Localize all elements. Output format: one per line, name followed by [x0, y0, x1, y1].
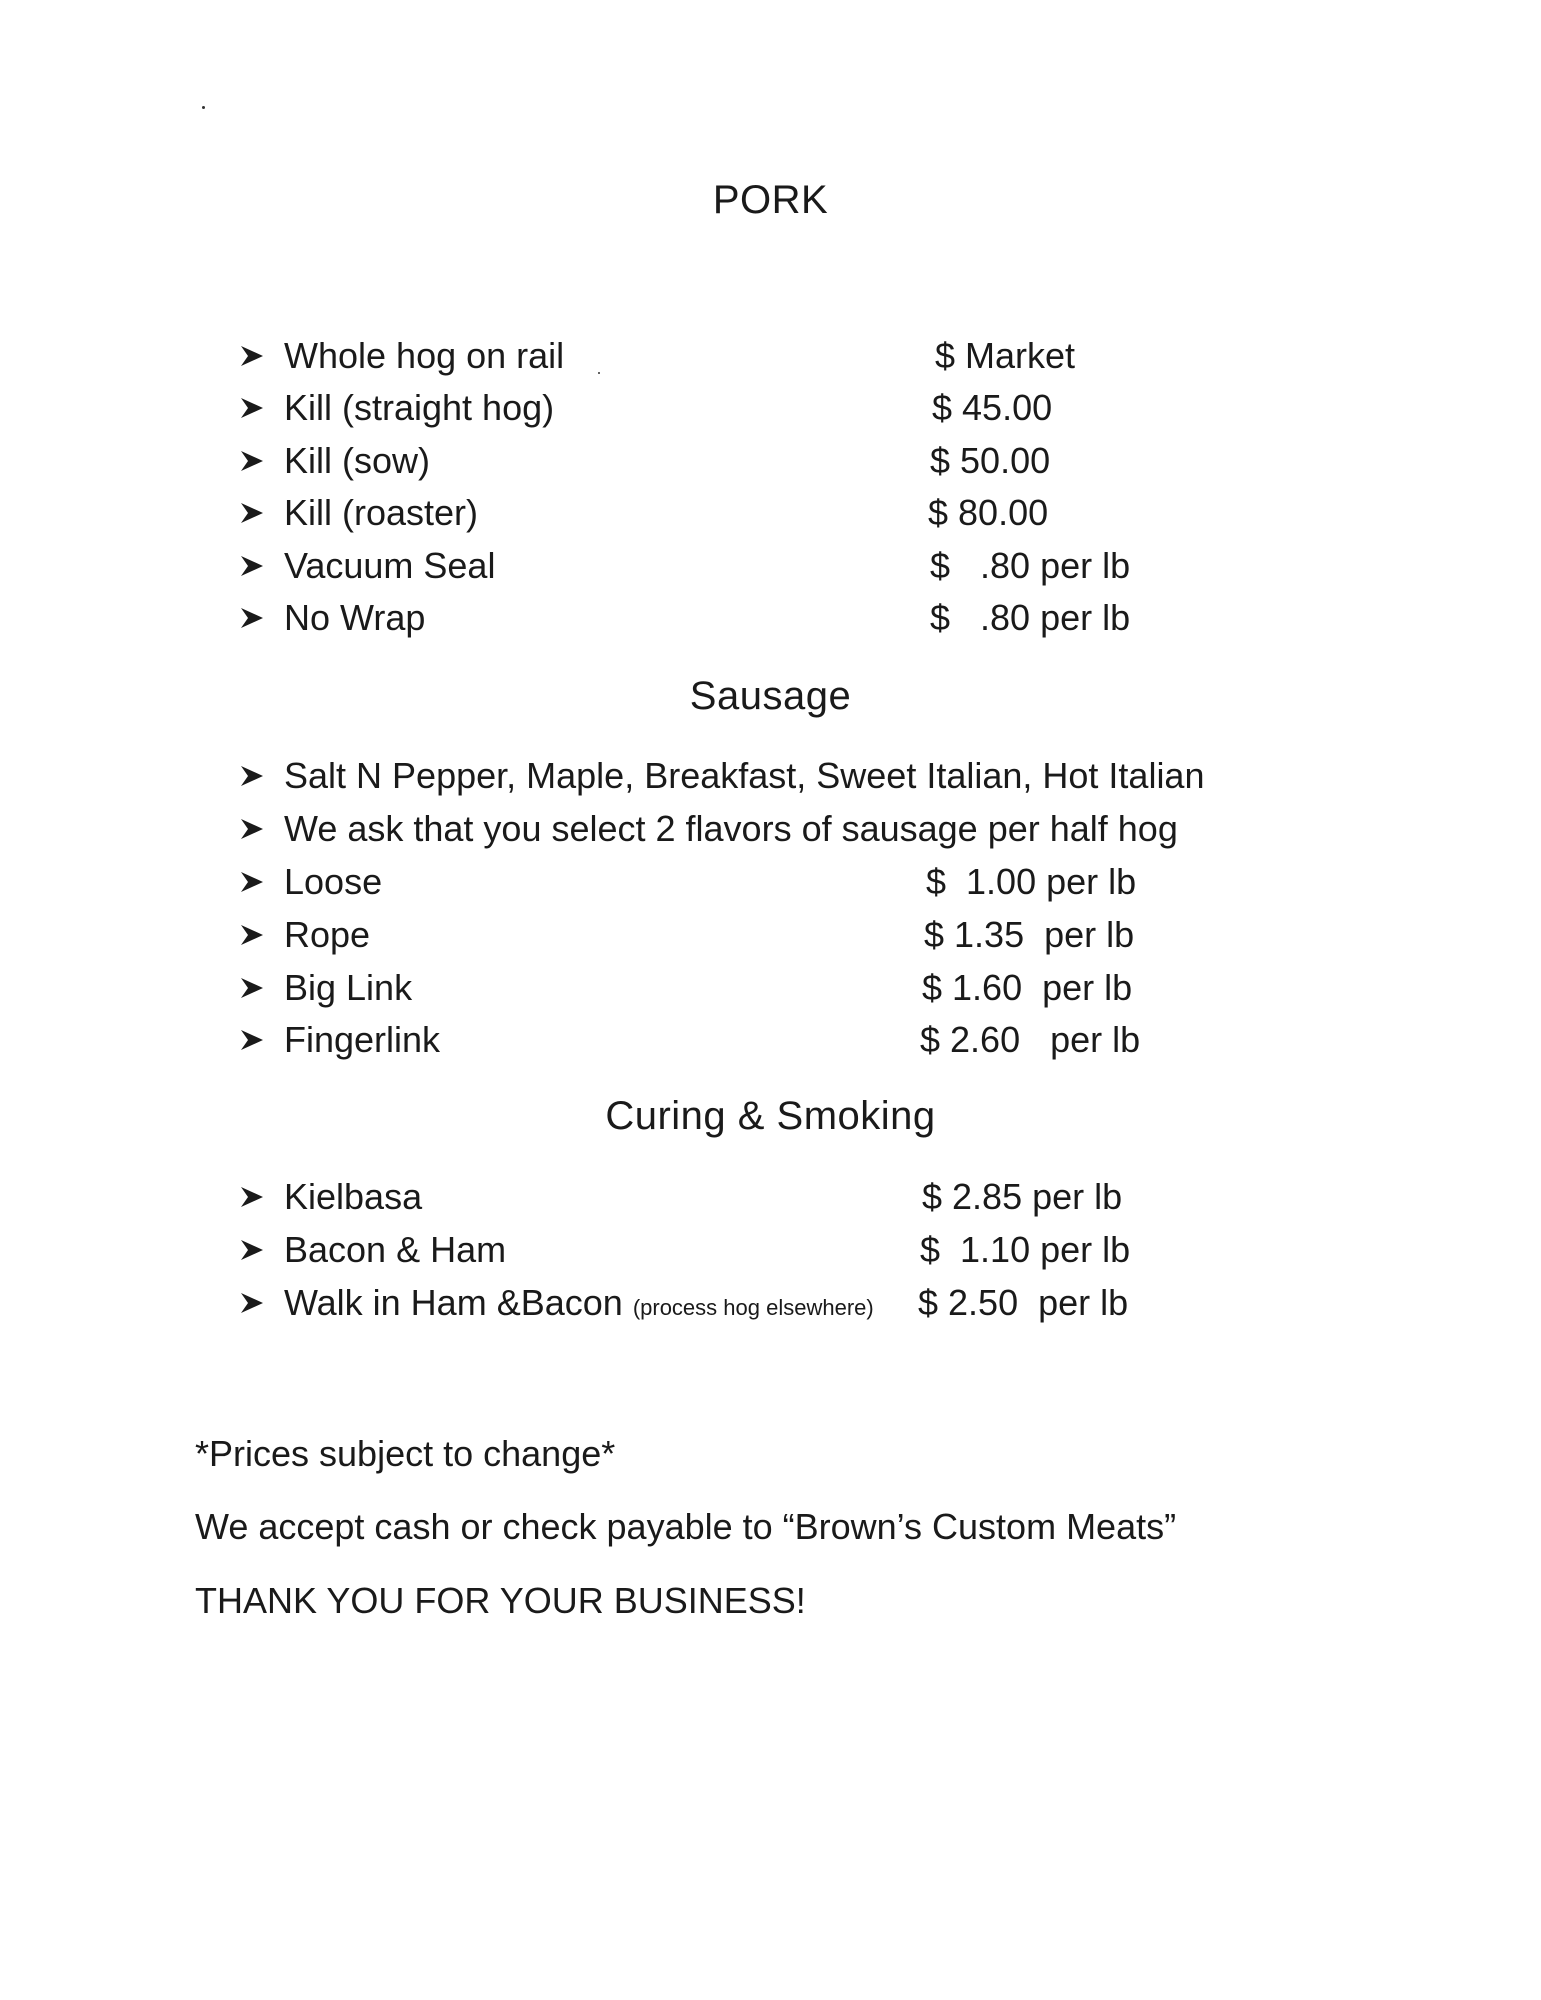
item-label: Fingerlink [284, 1019, 441, 1060]
item-label: No Wrap [284, 597, 426, 638]
item-price: $ 80.00 [928, 492, 1049, 533]
list-item [240, 436, 1300, 486]
arrowhead-bullet-icon [240, 606, 264, 630]
payment-info: We accept cash or check payable to “Brown’s Custom Meats” [195, 1506, 1177, 1547]
arrowhead-bullet-icon [240, 501, 264, 525]
item-price: $ 45.00 [932, 387, 1053, 428]
item-price: $ .80 per lb [930, 597, 1131, 638]
arrowhead-bullet-icon [240, 396, 264, 420]
item-price: $ 2.85 per lb [922, 1176, 1123, 1217]
list-item [240, 1278, 1300, 1328]
arrowhead-bullet-icon [240, 449, 264, 473]
sausage-flavors: Salt N Pepper, Maple, Breakfast, Sweet Italian, Hot Italian [284, 755, 1205, 796]
item-price: $ Market [935, 335, 1076, 376]
list-item [240, 1172, 1300, 1222]
list-item [240, 804, 1300, 854]
item-label: Kill (roaster) [284, 492, 479, 533]
scan-speck [202, 106, 205, 109]
list-item [240, 910, 1300, 960]
list-item [240, 963, 1300, 1013]
list-item [240, 331, 1300, 381]
item-label: Rope [284, 914, 371, 955]
arrowhead-bullet-icon [240, 1028, 264, 1052]
price-disclaimer: *Prices subject to change* [195, 1433, 616, 1474]
arrowhead-bullet-icon [240, 1238, 264, 1262]
list-item [240, 1015, 1300, 1065]
arrowhead-bullet-icon [240, 923, 264, 947]
item-label: Kill (sow) [284, 440, 431, 481]
thank-you-note: THANK YOU FOR YOUR BUSINESS! [195, 1580, 806, 1621]
item-price: $ 2.60 per lb [920, 1019, 1141, 1060]
item-label: Loose [284, 861, 383, 902]
item-label: Whole hog on rail [284, 335, 565, 376]
arrowhead-bullet-icon [240, 817, 264, 841]
arrowhead-bullet-icon [240, 764, 264, 788]
list-item [240, 541, 1300, 591]
item-label: Kielbasa [284, 1176, 423, 1217]
list-item [240, 383, 1300, 433]
sausage-note: We ask that you select 2 flavors of sausage per half hog [284, 808, 1178, 849]
list-item [240, 1225, 1300, 1275]
item-label: Kill (straight hog) [284, 387, 555, 428]
item-price: $ 1.35 per lb [924, 914, 1135, 955]
item-price: $ 2.50 per lb [918, 1282, 1129, 1323]
section-title-sausage: Sausage [689, 674, 852, 718]
arrowhead-bullet-icon [240, 976, 264, 1000]
item-price: $ 1.60 per lb [922, 967, 1133, 1008]
item-label-text: Walk in Ham &Bacon [284, 1282, 623, 1323]
arrowhead-bullet-icon [240, 554, 264, 578]
list-item [240, 857, 1300, 907]
arrowhead-bullet-icon [240, 1291, 264, 1315]
item-note: (process hog elsewhere) [632, 1295, 874, 1320]
item-price: $ .80 per lb [930, 545, 1131, 586]
item-label: Bacon & Ham [284, 1229, 507, 1270]
item-price: $ 50.00 [930, 440, 1051, 481]
item-price: $ 1.10 per lb [920, 1229, 1131, 1270]
list-item [240, 751, 1300, 801]
item-label: Big Link [284, 967, 413, 1008]
list-item [240, 488, 1300, 538]
section-title-curing-smoking: Curing & Smoking [605, 1094, 936, 1138]
list-item [240, 593, 1300, 643]
arrowhead-bullet-icon [240, 1185, 264, 1209]
arrowhead-bullet-icon [240, 344, 264, 368]
item-label [284, 1278, 874, 1333]
item-price: $ 1.00 per lb [926, 861, 1137, 902]
item-label: Vacuum Seal [284, 545, 496, 586]
section-title-pork: PORK [712, 178, 829, 222]
arrowhead-bullet-icon [240, 870, 264, 894]
